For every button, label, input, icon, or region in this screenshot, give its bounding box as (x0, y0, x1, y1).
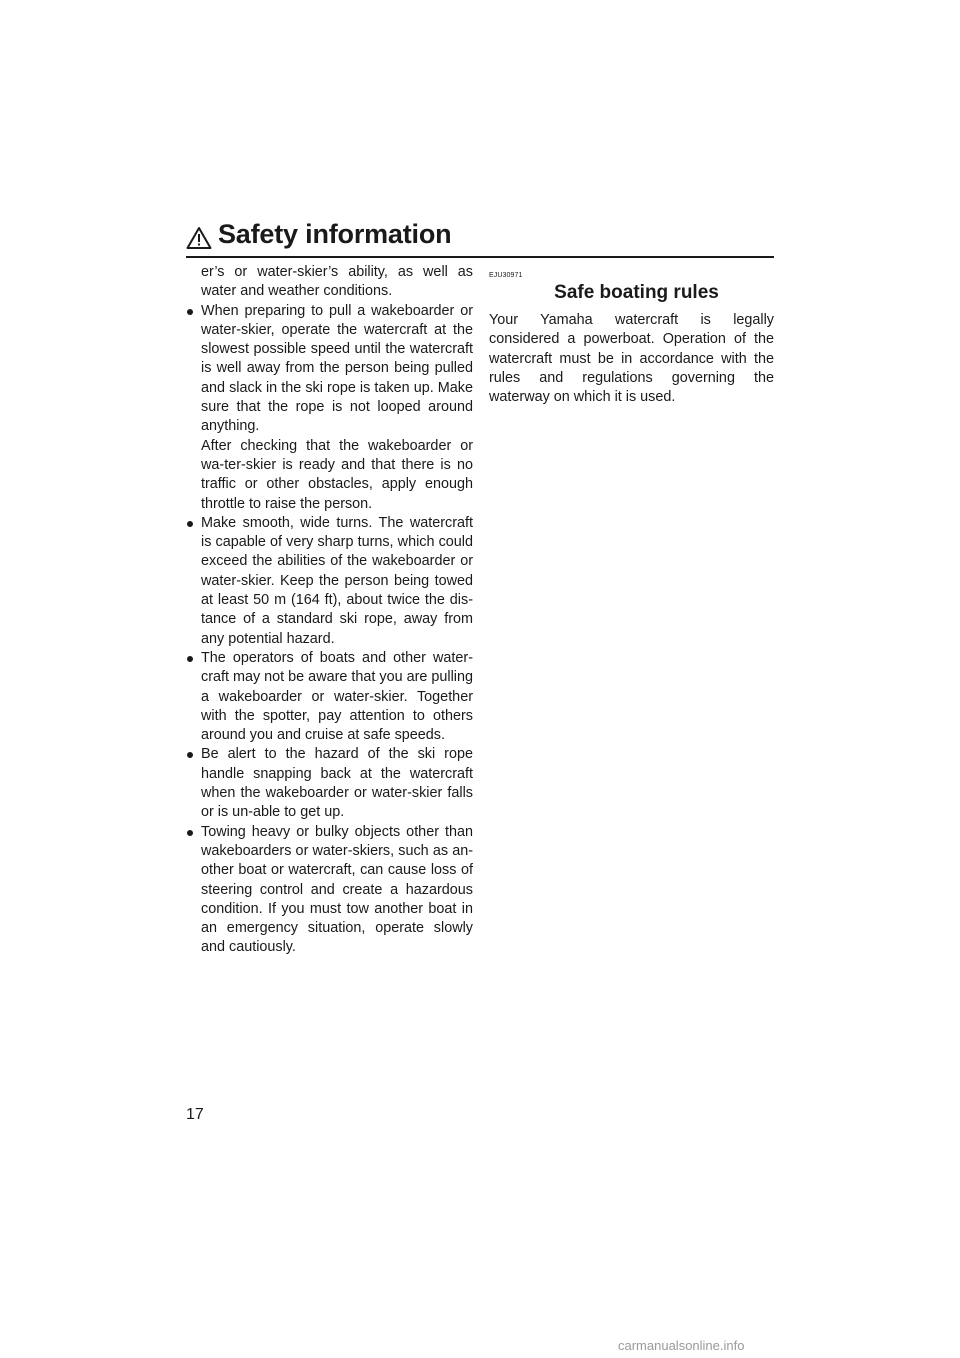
bullet-marker (187, 656, 193, 662)
page-number: 17 (186, 1106, 204, 1123)
right-column (489, 263, 774, 407)
bullet-item (186, 745, 473, 822)
bullet-item (186, 514, 473, 649)
section-title: Safe boating rules (554, 282, 719, 303)
continuation-text: er’s or water-skier’s ability, as well as water and weather conditions. (201, 264, 473, 300)
page-header (186, 219, 774, 258)
bullet-paragraph: When preparing to pull a wakeboarder or water-skier, operate the watercraft at the slowest possible speed until the watercraft is well away from the person being pulled and slack in the ski rope is taken up. Make sure that the rope is not looped around anything. (201, 302, 473, 435)
section-code: EJU30971 (489, 272, 523, 279)
bullet-marker (187, 752, 193, 758)
left-column (186, 263, 473, 958)
bullet-marker (187, 521, 193, 527)
bullet-item (186, 649, 473, 745)
bullet-marker (187, 309, 193, 315)
bullet-item (186, 302, 473, 514)
bullet-item (186, 823, 473, 958)
bullet-marker (187, 830, 193, 836)
footer-watermark: carmanualsonline.info (618, 1338, 745, 1353)
bullet-list (186, 302, 473, 958)
bullet-paragraph: After checking that the wakeboarder or wa-ter-skier is ready and that there is no traffic or other obstacles, apply enough throttle to raise the person. (201, 437, 473, 512)
header-title: Safety information (218, 219, 452, 249)
bullet-paragraph: Towing heavy or bulky objects other than wakeboarders or water-skiers, such as an-other boat or watercraft, can cause loss of steering control and create a hazardous condition. If you must tow another boat in an emergency situation, operate slowly and cautiously. (201, 823, 473, 956)
bullet-paragraph: Make smooth, wide turns. The watercraft is capable of very sharp turns, which could exceed the abilities of the wakeboarder or water-skier. Keep the person being towed at least 50 m (164 ft), about twice the dis-tance of a standard ski rope, away from any potential hazard. (201, 514, 473, 647)
bullet-paragraph: Be alert to the hazard of the ski rope handle snapping back at the watercraft when the wakeboarder or water-skier falls or is un-able to get up. (201, 746, 473, 821)
bullet-paragraph: The operators of boats and other water-craft may not be aware that you are pulling a wakeboarder or water-skier. Together with the spotter, pay attention to others around you and cruise at safe speeds. (201, 649, 473, 744)
warning-triangle-icon (186, 226, 212, 250)
section-body: Your Yamaha watercraft is legally considered a powerboat. Operation of the watercraft must be in accordance with the rules and regulations governing the waterway on which it is used. (489, 312, 774, 406)
